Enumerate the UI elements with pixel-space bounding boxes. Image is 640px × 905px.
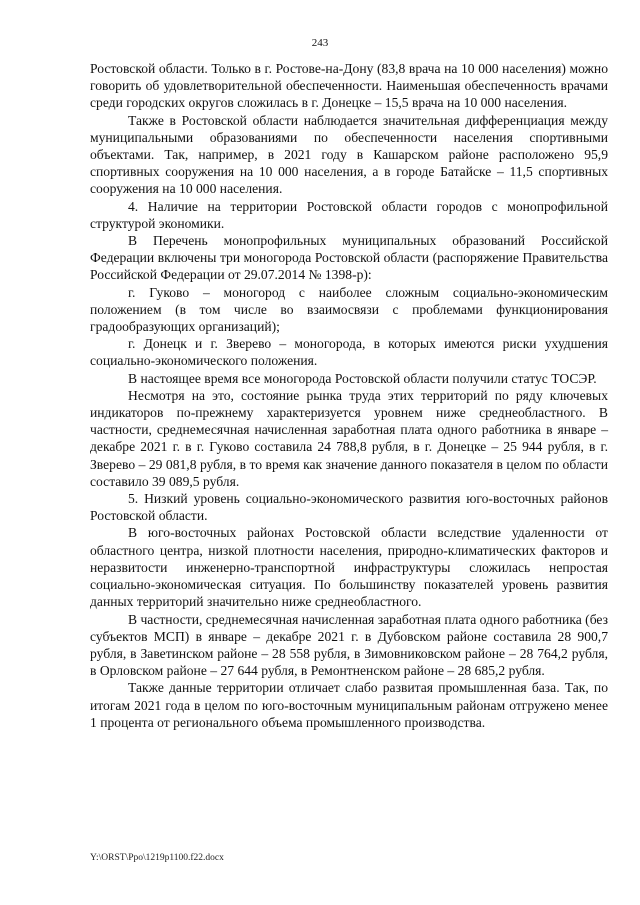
list-item: г. Донецк и г. Зверево – моногорода, в которых имеются риски ухудшения социально-экономического положения. (90, 336, 608, 369)
footer-file-path: Y:\ORST\Ppo\1219p1100.f22.docx (90, 853, 224, 863)
document-body (90, 60, 608, 731)
paragraph: Также в Ростовской области наблюдается значительная дифференциация между муниципальными образованиями по обеспеченности населения спортивными объектами. Так, например, в 2021 году в Кашарском районе расположено 95,9 спортивных сооружения на 10 000 населения, а в городе Батайске – 11,5 спортивных сооружения на 10 000 населения. (90, 112, 608, 197)
section-heading: 4. Наличие на территории Ростовской области городов с монопрофильной структурой экономики. (90, 198, 608, 231)
paragraph: В Перечень монопрофильных муниципальных образований Российской Федерации включены три моногорода Ростовской области (распоряжение Правительства Российской Федерации от 29.07.2014 № 1398-р): (90, 233, 608, 283)
list-item: г. Гуково – моногород с наиболее сложным социально-экономическим положением (в том числе во взаимосвязи с проблемами функционирования градообразующих организаций); (90, 284, 608, 335)
section-heading: 5. Низкий уровень социально-экономического развития юго-восточных районов Ростовской области. (90, 491, 608, 524)
paragraph: Ростовской области. Только в г. Ростове-на-Дону (83,8 врача на 10 000 населения) можно говорить об удовлетворительной обеспеченности. Наименьшая обеспеченность врачами среди городских округов сложилась в г. Донецке – 15,5 врача на 10 000 населения. (90, 61, 608, 111)
paragraph: В частности, среднемесячная начисленная заработная плата одного работника (без субъектов МСП) в январе – декабре 2021 г. в Дубовском районе составила 28 900,7 рубля, в Заветинском районе – 28 558 рубля, в Зимовниковском районе – 28 764,2 рубля, в Орловском районе – 27 644 рубля, в Ремонтненском районе – 28 685,2 рубля. (90, 611, 608, 679)
page-number: 243 (311, 37, 329, 49)
paragraph: Также данные территории отличает слабо развитая промышленная база. Так, по итогам 2021 года в целом по юго-восточным муниципальным районам отгружено менее 1 процента от регионального объема промышленного производства. (90, 680, 608, 730)
paragraph: В настоящее время все моногорода Ростовской области получили статус ТОСЭР. (128, 370, 597, 386)
paragraph: Несмотря на это, состояние рынка труда этих территорий по ряду ключевых индикаторов по-прежнему характеризуется уровнем ниже среднеобластного. В частности, среднемесячная начисленная заработная плата одного работника в январе – декабре 2021 г. в г. Гуково составила 24 788,8 рубля, в г. Донецке – 25 944 рубля, в г. Зверево – 29 081,8 рубля, в то время как значение данного показателя в целом по области составило 39 089,5 рубля. (90, 387, 608, 489)
paragraph: В юго-восточных районах Ростовской области вследствие удаленности от областного центра, низкой плотности населения, природно-климатических факторов и неразвитости инженерно-транспортной инфраструктуры сложилась непростая социально-экономическая ситуация. По большинству показателей уровень развития данных территорий значительно ниже среднеобластного. (90, 525, 608, 610)
